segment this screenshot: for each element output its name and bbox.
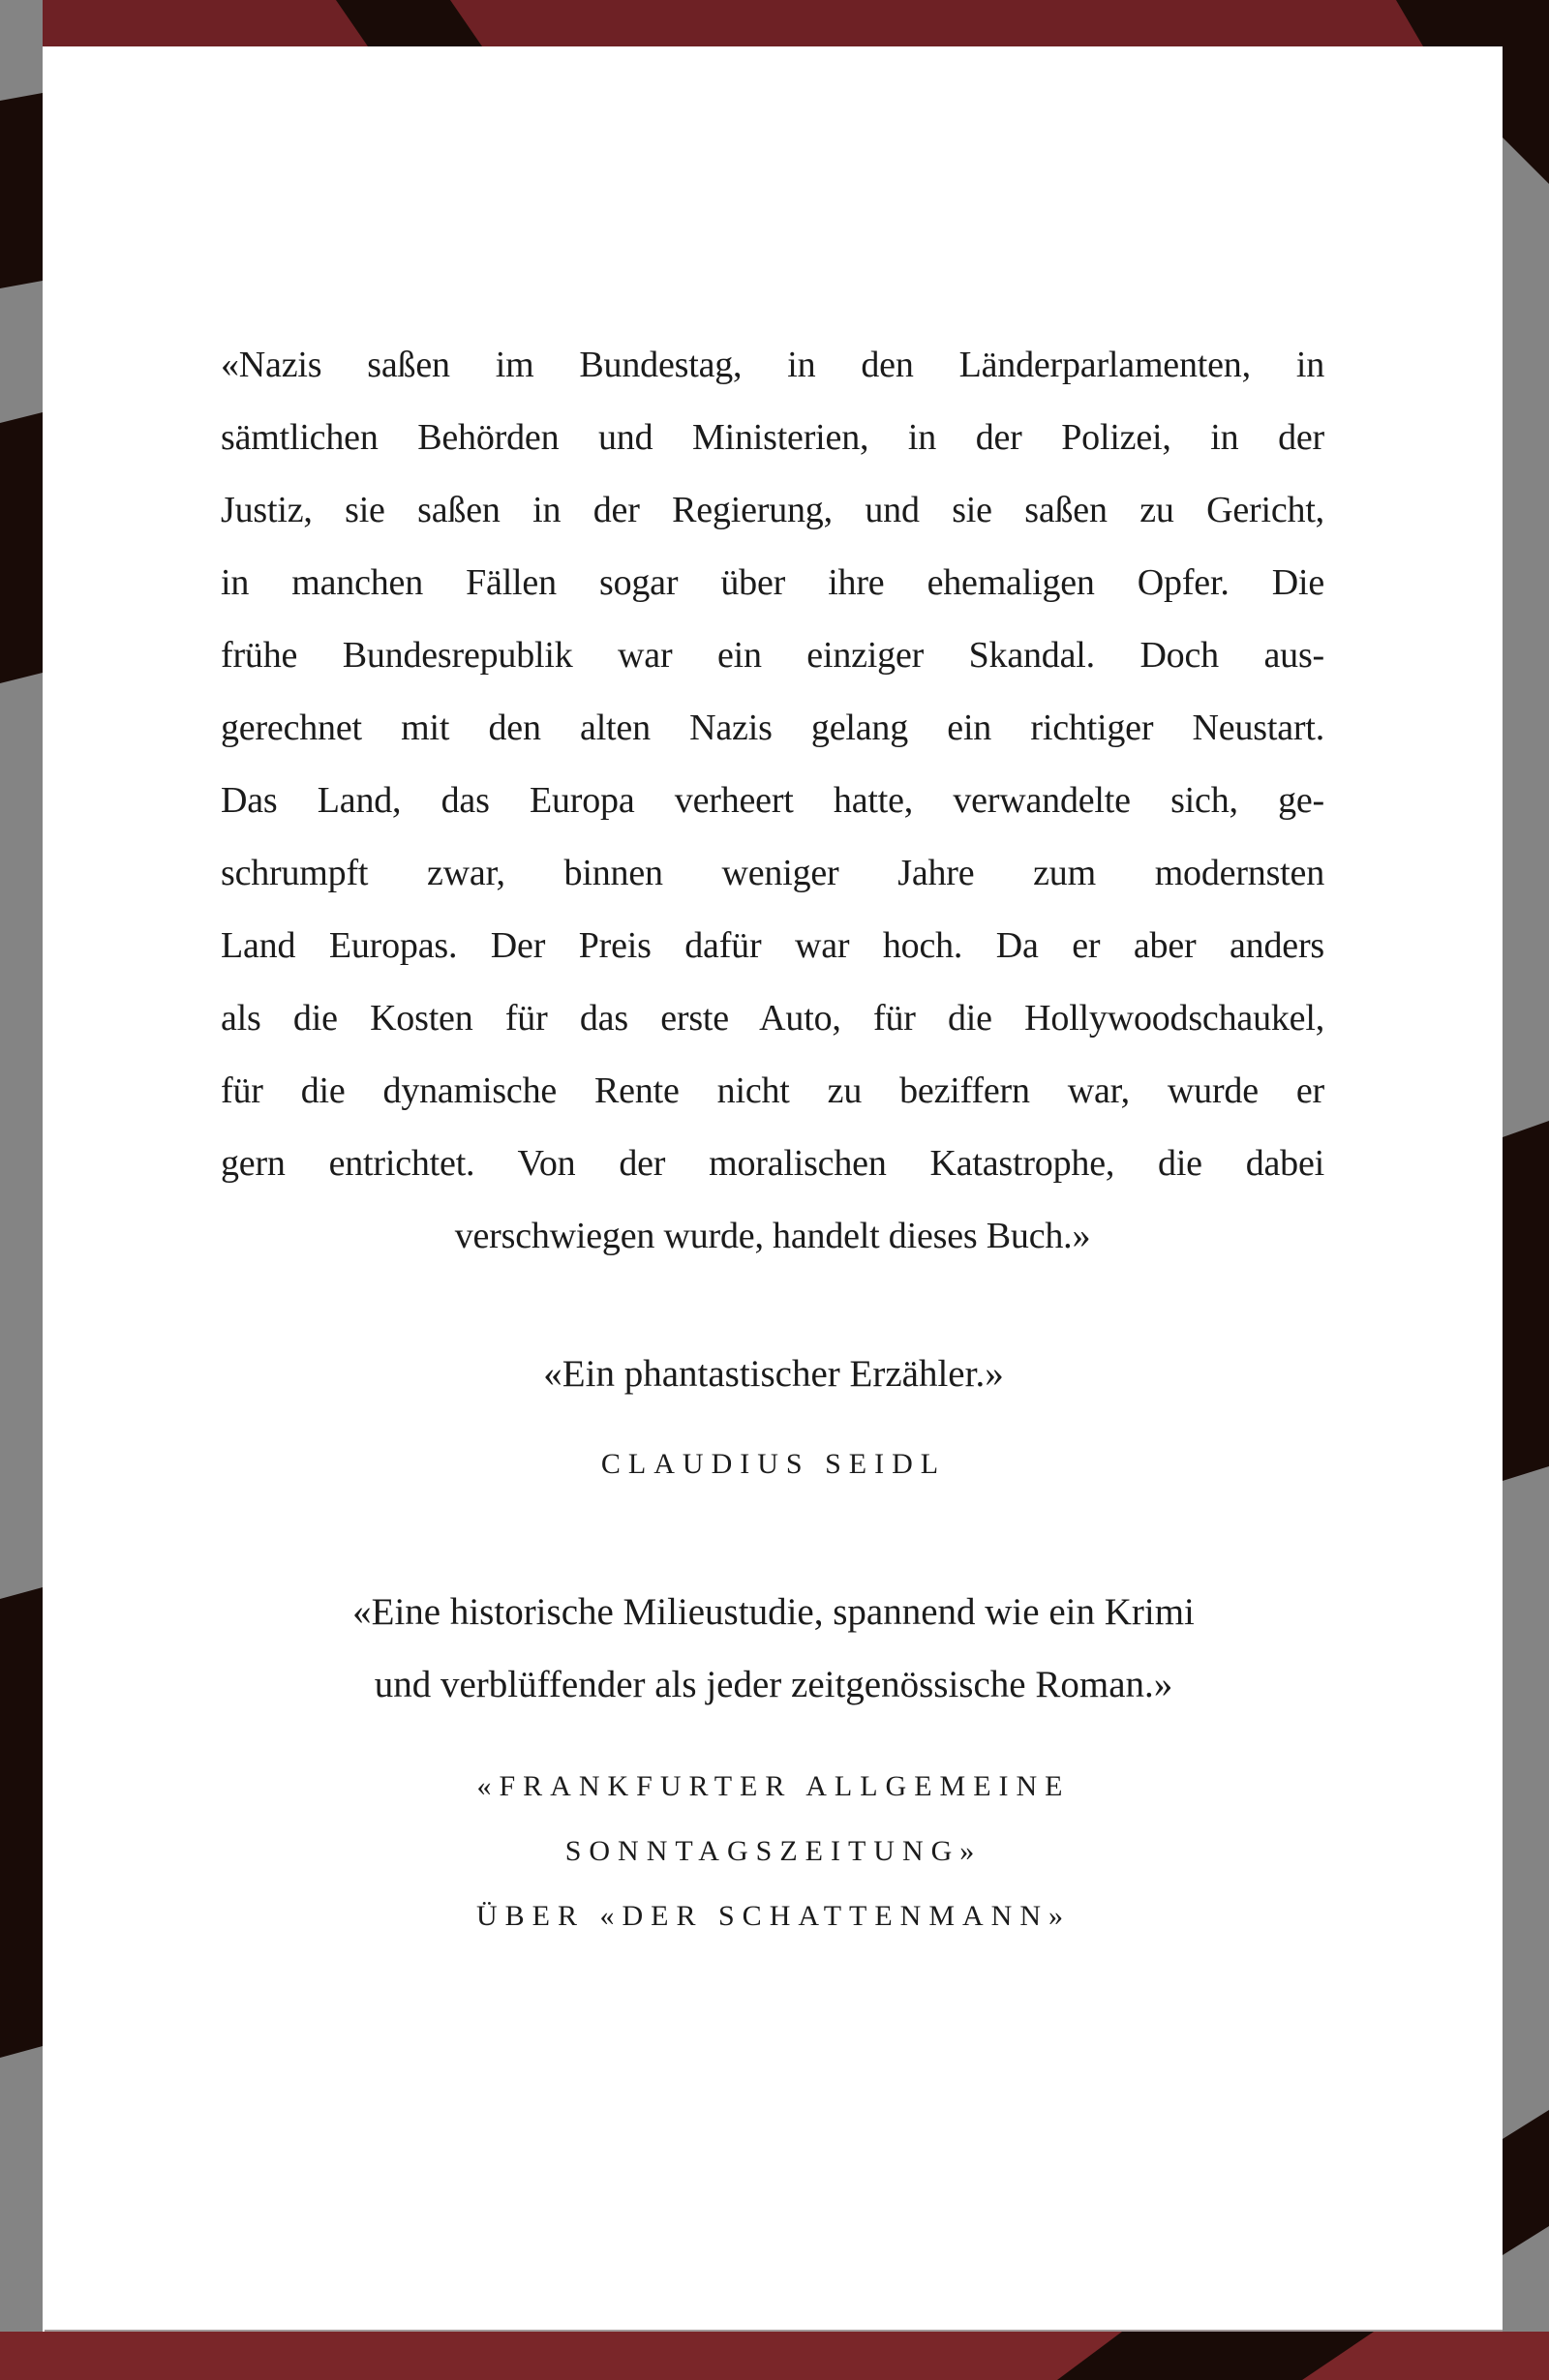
main-quote-paragraph bbox=[221, 329, 1324, 1273]
review-quote-milieustudie bbox=[45, 1576, 1503, 1721]
text-line: für die dynamische Rente nicht zu beziffern war, wurde er bbox=[221, 1070, 1324, 1111]
text-line: «FRANKFURTER ALLGEMEINE bbox=[476, 1770, 1071, 1802]
review-quote-erzaehler: «Ein phantastischer Erzähler.» bbox=[543, 1353, 1004, 1395]
text-line: «Nazis saßen im Bundestag, in den Länderparlamenten, in bbox=[221, 345, 1324, 385]
left-stripe-black-segment-1 bbox=[0, 93, 43, 288]
review-source bbox=[45, 1754, 1503, 1948]
left-stripe-black-segment-2 bbox=[0, 412, 43, 683]
left-stripe-black-segment-3 bbox=[0, 1587, 43, 2058]
text-line: «Eine historische Milieustudie, spannend wie ein Krimi bbox=[352, 1591, 1195, 1633]
text-line: Land Europas. Der Preis dafür war hoch. Da er aber anders bbox=[221, 925, 1324, 966]
text-line: schrumpft zwar, binnen weniger Jahre zum modernsten bbox=[221, 853, 1324, 893]
text-line: Das Land, das Europa verheert hatte, verwandelte sich, ge- bbox=[221, 780, 1324, 821]
text-line: frühe Bundesrepublik war ein einziger Skandal. Doch aus- bbox=[221, 635, 1324, 676]
text-line: sämtlichen Behörden und Ministerien, in der Polizei, in der bbox=[221, 417, 1324, 458]
text-line: gerechnet mit den alten Nazis gelang ein richtiger Neustart. bbox=[221, 708, 1324, 748]
text-line: als die Kosten für das erste Auto, für die Hollywoodschaukel, bbox=[221, 998, 1324, 1039]
text-line: gern entrichtet. Von der moralischen Katastrophe, die dabei bbox=[221, 1143, 1324, 1184]
right-stripe-black-segment-1 bbox=[1503, 1121, 1549, 1481]
cover-top-band bbox=[0, 0, 1549, 46]
text-line: und verblüffender als jeder zeitgenössische Roman.» bbox=[374, 1664, 1173, 1705]
text-line: verschwiegen wurde, handelt dieses Buch.» bbox=[454, 1216, 1091, 1256]
text-line: in manchen Fällen sogar über ihre ehemaligen Opfer. Die bbox=[221, 562, 1324, 603]
text-line: SONNTAGSZEITUNG» bbox=[564, 1835, 983, 1867]
text-line: ÜBER «DER SCHATTENMANN» bbox=[475, 1900, 1072, 1932]
text-line: Justiz, sie saßen in der Regierung, und sie saßen zu Gericht, bbox=[221, 490, 1324, 530]
review-author: CLAUDIUS SEIDL bbox=[600, 1448, 947, 1480]
